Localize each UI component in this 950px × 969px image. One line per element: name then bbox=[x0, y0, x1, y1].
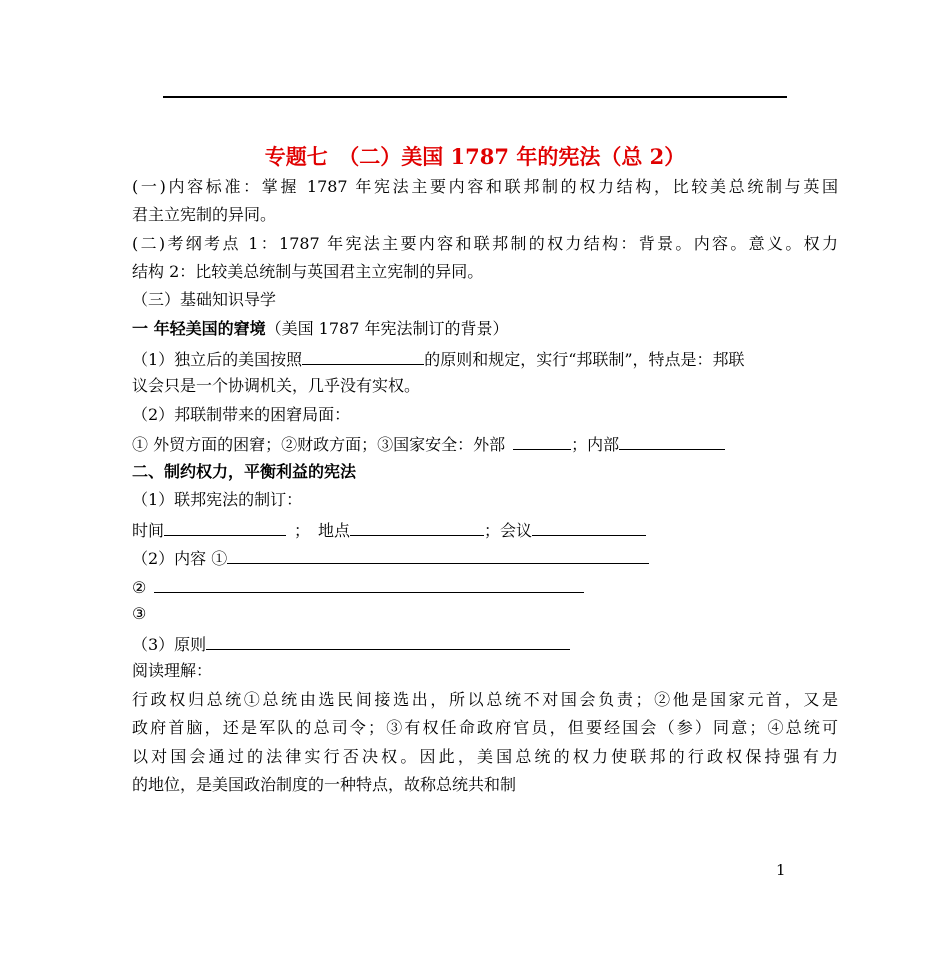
part1-question-2-items bbox=[132, 429, 838, 459]
answer-blank-meeting[interactable] bbox=[532, 515, 646, 536]
part2-question-1: （1）联邦宪法的制订： bbox=[132, 490, 303, 509]
page-number: 1 bbox=[776, 861, 786, 879]
answer-blank-principle[interactable] bbox=[302, 344, 424, 365]
part1-question-2: （2）邦联制带来的困窘局面： bbox=[132, 405, 351, 424]
reading-line-2: 政府首脑，还是军队的总司令；③有权任命政府官员，但要经国会（参）同意；④总统可 bbox=[132, 718, 838, 737]
q2-items-prefix: ① 外贸方面的困窘；②财政方面；③国家安全：外部 bbox=[132, 435, 506, 454]
content-item-2 bbox=[132, 572, 838, 602]
part1-question-1-line-2: 议会只是一个协调机关，几乎没有实权。 bbox=[132, 376, 421, 395]
q2-items-mid: ；内部 bbox=[571, 435, 620, 454]
answer-blank-time[interactable] bbox=[164, 515, 286, 536]
section-heading-basics: （三）基础知识导学 bbox=[132, 290, 277, 309]
reading-heading: 阅读理解： bbox=[132, 661, 213, 680]
content-standard-line-1: (一)内容标准：掌握 1787 年宪法主要内容和联邦制的权力结构，比较美总统制与英国 bbox=[132, 177, 838, 196]
reading-line-1: 行政权归总统①总统由选民间接选出，所以总统不对国会负责；②他是国家元首，又是 bbox=[132, 690, 838, 709]
top-rule bbox=[163, 96, 787, 98]
reading-line-4: 的地位，是美国政治制度的一种特点，故称总统共和制 bbox=[132, 775, 517, 794]
exam-points-line-1: (二)考纲考点 1：1787 年宪法主要内容和联邦制的权力结构：背景。内容。意义。权力 bbox=[132, 234, 838, 253]
constitution-making-line bbox=[132, 515, 838, 545]
place-label: ； 地点 bbox=[294, 521, 351, 540]
document-title: 专题七 （二）美国 1787 年的宪法（总 2） bbox=[264, 144, 686, 169]
part1-heading bbox=[132, 315, 838, 343]
time-label: 时间 bbox=[132, 521, 165, 540]
content-label: （2）内容 ① bbox=[132, 549, 228, 568]
meeting-label: ；会议 bbox=[484, 521, 533, 540]
answer-blank-content-2[interactable] bbox=[154, 572, 584, 593]
answer-blank-external[interactable] bbox=[513, 429, 571, 450]
answer-blank-internal[interactable] bbox=[619, 429, 725, 450]
content-standard-line-2: 君主立宪制的异同。 bbox=[132, 205, 277, 224]
answer-blank-content-1[interactable] bbox=[227, 543, 649, 564]
q1-suffix: 的原则和规定，实行“邦联制”，特点是：邦联 bbox=[424, 350, 745, 369]
content-item-1 bbox=[132, 543, 838, 573]
q1-prefix: （1）独立后的美国按照 bbox=[132, 350, 303, 369]
principle-line bbox=[132, 629, 838, 659]
part1-question-1 bbox=[132, 344, 838, 374]
part1-heading-bold: 一 年轻美国的窘境 bbox=[132, 319, 266, 338]
answer-blank-place[interactable] bbox=[350, 515, 484, 536]
reading-line-3: 以对国会通过的法律实行否决权。因此，美国总统的权力使联邦的行政权保持强有力 bbox=[132, 747, 838, 766]
part2-heading: 二、制约权力，平衡利益的宪法 bbox=[132, 462, 357, 481]
answer-blank-principle-3[interactable] bbox=[206, 629, 570, 650]
item2-label: ② bbox=[132, 578, 147, 597]
principle-label: （3）原则 bbox=[132, 635, 207, 654]
part1-heading-rest: （美国 1787 年宪法制订的背景） bbox=[265, 319, 509, 338]
exam-points-line-2: 结构 2：比较美总统制与英国君主立宪制的异同。 bbox=[132, 262, 484, 281]
content-item-3: ③ bbox=[132, 604, 147, 623]
